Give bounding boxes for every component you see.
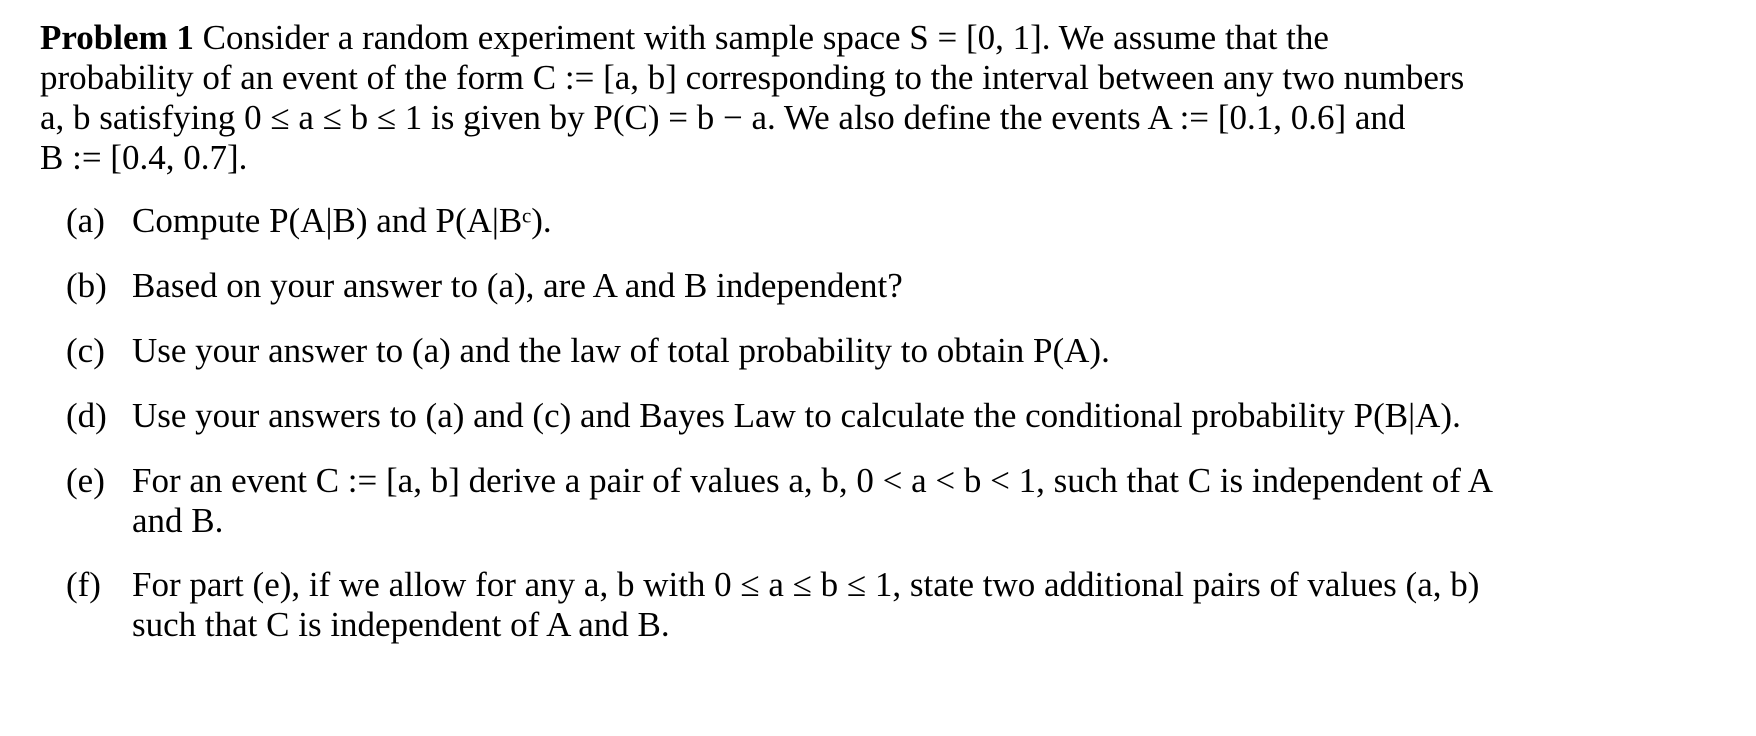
item-c-text: Use your answer to (a) and the law of total probability to obtain P(A).: [132, 331, 1110, 370]
item-f-text-line-2: such that C is independent of A and B.: [132, 605, 670, 644]
item-f-text-line-1: For part (e), if we allow for any a, b with 0 ≤ a ≤ b ≤ 1, state two additional pairs of values (a, b): [132, 565, 1480, 604]
problem-label: Problem 1: [40, 18, 194, 57]
item-b-label: (b): [66, 266, 107, 305]
item-a-label: (a): [66, 201, 105, 240]
item-f-label: (f): [66, 565, 101, 604]
item-c-label: (c): [66, 331, 105, 370]
intro-line-4: B := [0.4, 0.7].: [40, 138, 248, 177]
item-e-label: (e): [66, 461, 105, 500]
intro-line-1: [40, 16, 1329, 60]
item-d-text: Use your answers to (a) and (c) and Bayes Law to calculate the conditional probability P(B|A).: [132, 396, 1461, 435]
item-a-text: Compute P(A|B) and P(A|Bᶜ).: [132, 201, 552, 240]
item-d-label: (d): [66, 396, 107, 435]
item-e-text-line-1: For an event C := [a, b] derive a pair of values a, b, 0 < a < b < 1, such that C is independent of A: [132, 461, 1493, 500]
intro-line-2: probability of an event of the form C := [a, b] corresponding to the interval between any two numbers: [40, 58, 1465, 97]
intro-line-3: a, b satisfying 0 ≤ a ≤ b ≤ 1 is given by P(C) = b − a. We also define the events A := [0.1, 0.6] and: [40, 98, 1406, 137]
intro-text-1: Consider a random experiment with sample space S = [0, 1]. We assume that the: [202, 18, 1329, 57]
item-e-text-line-2: and B.: [132, 501, 224, 540]
item-b-text: Based on your answer to (a), are A and B independent?: [132, 266, 903, 305]
